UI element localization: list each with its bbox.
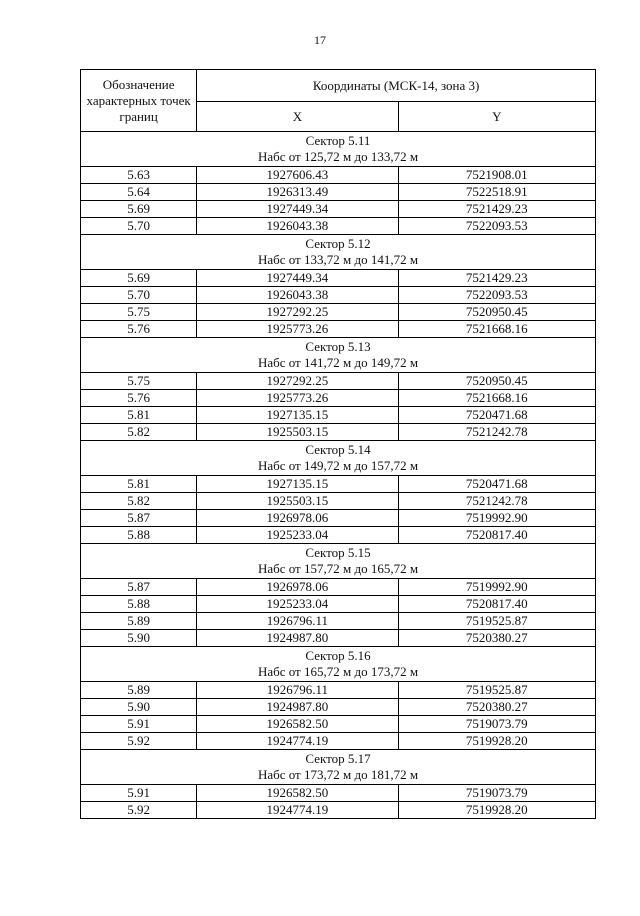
point-cell: 5.69: [81, 201, 197, 218]
sector-title: Сектор 5.17: [305, 751, 371, 766]
table-row: [81, 373, 596, 390]
x-coordinate-cell: 1925773.26: [197, 390, 398, 407]
table-row: [81, 682, 596, 699]
page-number: 17: [314, 33, 326, 47]
y-coordinate-cell: 7521429.23: [398, 270, 595, 287]
point-cell: 5.70: [81, 287, 197, 304]
x-coordinate-cell: 1926582.50: [197, 716, 398, 733]
x-coordinate-cell: 1925503.15: [197, 424, 398, 441]
y-coordinate-cell: 7519992.90: [398, 510, 595, 527]
x-coordinate-cell: 1925233.04: [197, 527, 398, 544]
table-row: [81, 579, 596, 596]
point-cell: 5.82: [81, 424, 197, 441]
point-cell: 5.91: [81, 716, 197, 733]
y-coordinate-cell: 7520950.45: [398, 373, 595, 390]
y-coordinate-cell: 7521429.23: [398, 201, 595, 218]
point-cell: 5.63: [81, 167, 197, 184]
table-row: [81, 630, 596, 647]
sector-header-row: [81, 338, 596, 373]
x-coordinate-cell: 1924774.19: [197, 733, 398, 750]
y-coordinate-cell: 7519992.90: [398, 579, 595, 596]
table-row: [81, 596, 596, 613]
sector-title: Сектор 5.13: [305, 339, 371, 354]
y-coordinate-cell: 7521242.78: [398, 424, 595, 441]
x-coordinate-cell: 1926043.38: [197, 287, 398, 304]
y-coordinate-cell: 7519928.20: [398, 802, 595, 819]
point-cell: 5.76: [81, 321, 197, 338]
table-row: [81, 270, 596, 287]
x-coordinate-cell: 1925773.26: [197, 321, 398, 338]
point-cell: 5.90: [81, 630, 197, 647]
y-coordinate-cell: 7520817.40: [398, 596, 595, 613]
table-row: [81, 184, 596, 201]
x-coordinate-cell: 1926313.49: [197, 184, 398, 201]
sector-header-row: [81, 750, 596, 785]
y-coordinate-cell: 7521668.16: [398, 390, 595, 407]
sector-height-range: Набс от 141,72 м до 149,72 м: [257, 355, 419, 370]
y-coordinate-cell: 7519525.87: [398, 613, 595, 630]
x-coordinate-cell: 1926796.11: [197, 682, 398, 699]
point-cell: 5.76: [81, 390, 197, 407]
x-coordinate-cell: 1927135.15: [197, 476, 398, 493]
table-row: [81, 218, 596, 235]
y-coordinate-cell: 7522093.53: [398, 287, 595, 304]
point-cell: 5.70: [81, 218, 197, 235]
sector-title: Сектор 5.12: [305, 236, 371, 251]
y-coordinate-cell: 7520471.68: [398, 407, 595, 424]
x-coordinate-cell: 1927135.15: [197, 407, 398, 424]
table-row: [81, 424, 596, 441]
sector-height-range: Набс от 165,72 м до 173,72 м: [257, 664, 419, 679]
point-cell: 5.64: [81, 184, 197, 201]
x-coordinate-cell: 1927449.34: [197, 201, 398, 218]
sector-header-row: [81, 235, 596, 270]
y-column-header: Y: [398, 102, 595, 132]
table-row: [81, 802, 596, 819]
x-coordinate-cell: 1925233.04: [197, 596, 398, 613]
sector-header-cell: [81, 132, 596, 167]
point-cell: 5.75: [81, 304, 197, 321]
point-cell: 5.88: [81, 527, 197, 544]
point-cell: 5.89: [81, 682, 197, 699]
y-coordinate-cell: 7520817.40: [398, 527, 595, 544]
sector-title: Сектор 5.15: [305, 545, 371, 560]
sector-header-cell: [81, 750, 596, 785]
y-coordinate-cell: 7521668.16: [398, 321, 595, 338]
point-cell: 5.90: [81, 699, 197, 716]
x-coordinate-cell: 1926978.06: [197, 579, 398, 596]
x-coordinate-cell: 1926582.50: [197, 785, 398, 802]
x-column-header: X: [197, 102, 398, 132]
point-cell: 5.81: [81, 407, 197, 424]
sector-height-range: Набс от 157,72 м до 165,72 м: [257, 561, 419, 576]
y-coordinate-cell: 7522518.91: [398, 184, 595, 201]
sector-header-cell: [81, 235, 596, 270]
point-cell: 5.87: [81, 579, 197, 596]
table-row: [81, 390, 596, 407]
x-coordinate-cell: 1924987.80: [197, 699, 398, 716]
x-coordinate-cell: 1927292.25: [197, 373, 398, 390]
sector-height-range: Набс от 173,72 м до 181,72 м: [257, 767, 419, 782]
table-row: [81, 167, 596, 184]
coordinates-table: [80, 69, 596, 819]
sector-header-cell: [81, 441, 596, 476]
table-row: [81, 613, 596, 630]
x-coordinate-cell: 1924987.80: [197, 630, 398, 647]
table-row: [81, 476, 596, 493]
y-coordinate-cell: 7521908.01: [398, 167, 595, 184]
x-coordinate-cell: 1925503.15: [197, 493, 398, 510]
y-coordinate-cell: 7519928.20: [398, 733, 595, 750]
y-coordinate-cell: 7520471.68: [398, 476, 595, 493]
coordinates-column-header: Координаты (МСК-14, зона 3): [197, 70, 596, 102]
point-cell: 5.82: [81, 493, 197, 510]
x-coordinate-cell: 1926978.06: [197, 510, 398, 527]
sector-height-range: Набс от 125,72 м до 133,72 м: [257, 149, 419, 164]
sector-title: Сектор 5.14: [305, 442, 371, 457]
sector-title: Сектор 5.11: [305, 133, 371, 148]
y-coordinate-cell: 7519073.79: [398, 785, 595, 802]
point-cell: 5.92: [81, 802, 197, 819]
point-cell: 5.69: [81, 270, 197, 287]
x-coordinate-cell: 1927606.43: [197, 167, 398, 184]
point-cell: 5.87: [81, 510, 197, 527]
sector-header-cell: [81, 544, 596, 579]
sector-header-row: [81, 544, 596, 579]
x-coordinate-cell: 1926043.38: [197, 218, 398, 235]
table-row: [81, 716, 596, 733]
x-coordinate-cell: 1926796.11: [197, 613, 398, 630]
table-row: [81, 201, 596, 218]
y-coordinate-cell: 7520380.27: [398, 699, 595, 716]
sector-height-range: Набс от 133,72 м до 141,72 м: [257, 252, 419, 267]
point-cell: 5.91: [81, 785, 197, 802]
table-row: [81, 407, 596, 424]
y-coordinate-cell: 7520950.45: [398, 304, 595, 321]
table-row: [81, 785, 596, 802]
point-cell: 5.92: [81, 733, 197, 750]
sector-header-row: [81, 647, 596, 682]
table-row: [81, 510, 596, 527]
sector-header-row: [81, 132, 596, 167]
table-row: [81, 321, 596, 338]
y-coordinate-cell: 7520380.27: [398, 630, 595, 647]
y-coordinate-cell: 7522093.53: [398, 218, 595, 235]
table-row: [81, 699, 596, 716]
y-coordinate-cell: 7519073.79: [398, 716, 595, 733]
x-coordinate-cell: 1927449.34: [197, 270, 398, 287]
point-cell: 5.88: [81, 596, 197, 613]
point-cell: 5.75: [81, 373, 197, 390]
sector-header-cell: [81, 647, 596, 682]
table-row: [81, 733, 596, 750]
sector-header-cell: [81, 338, 596, 373]
point-cell: 5.89: [81, 613, 197, 630]
table-row: [81, 527, 596, 544]
points-column-header: Обозначение характерных точек границ: [81, 70, 197, 132]
table-row: [81, 493, 596, 510]
x-coordinate-cell: 1927292.25: [197, 304, 398, 321]
table-header: [81, 70, 596, 132]
sector-header-row: [81, 441, 596, 476]
sector-title: Сектор 5.16: [305, 648, 371, 663]
y-coordinate-cell: 7519525.87: [398, 682, 595, 699]
point-cell: 5.81: [81, 476, 197, 493]
table-body: [81, 132, 596, 819]
table-row: [81, 287, 596, 304]
sector-height-range: Набс от 149,72 м до 157,72 м: [257, 458, 419, 473]
x-coordinate-cell: 1924774.19: [197, 802, 398, 819]
y-coordinate-cell: 7521242.78: [398, 493, 595, 510]
table-row: [81, 304, 596, 321]
